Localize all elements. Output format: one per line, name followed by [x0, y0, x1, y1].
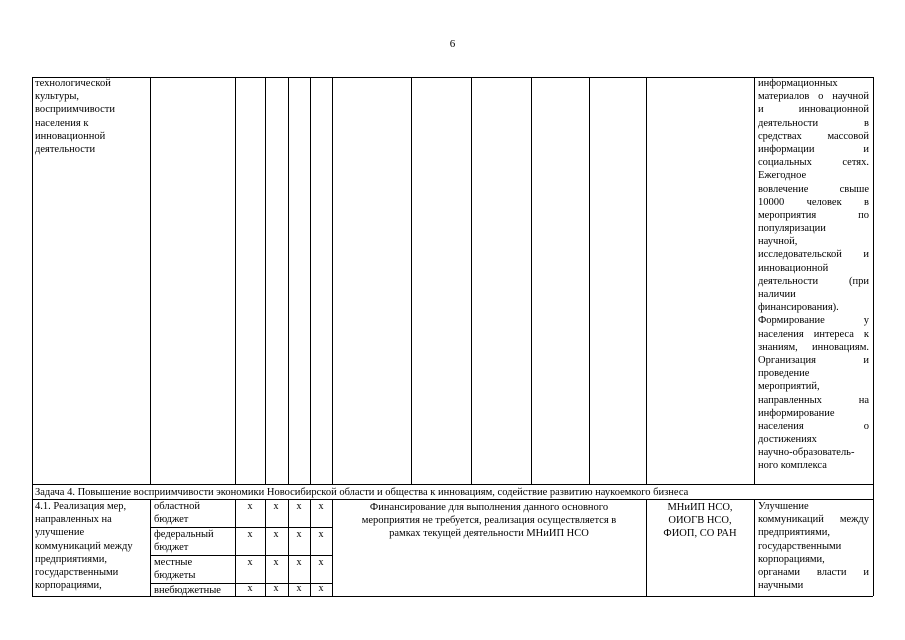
col-line-6	[332, 77, 333, 484]
top-right-line: информирование	[758, 407, 835, 419]
funding-source-line: бюджеты	[154, 570, 196, 582]
cell-x-mark: х	[296, 583, 302, 594]
col-line-3	[265, 77, 266, 484]
top-right-line: информационных	[758, 78, 838, 89]
cell-x-mark: х	[273, 501, 279, 512]
col-line-8	[471, 77, 472, 484]
col-line-5	[310, 77, 311, 484]
top-right-line: мероприятия по	[758, 209, 869, 221]
financing-note-line: мероприятия не требуется, реализация осуществляется в	[361, 515, 617, 527]
item-col-line-6	[332, 499, 333, 596]
cell-x-mark: х	[318, 557, 324, 568]
top-left-line: культуры,	[35, 91, 79, 103]
funding-source-line: бюджет	[154, 542, 189, 554]
top-right-line: мероприятий,	[758, 381, 820, 393]
item-title-line: корпорациями,	[35, 580, 102, 592]
funding-source-line: федеральный	[154, 529, 214, 540]
top-right-line: научно-образователь-	[758, 447, 855, 459]
col-line-4	[288, 77, 289, 484]
table-top-border	[32, 77, 873, 78]
cell-x-mark: х	[296, 501, 302, 512]
executors-line: ОИОГВ НСО,	[668, 515, 732, 527]
col-line-13	[873, 77, 874, 596]
col-line-11	[646, 77, 647, 484]
top-right-line: Ежегодное	[758, 170, 807, 182]
top-right-line: материалов о научной	[758, 91, 869, 103]
top-right-line: информации и	[758, 143, 869, 155]
top-right-line: Формирование у	[758, 315, 869, 327]
top-right-line: популяризации	[758, 223, 826, 235]
item-col-line-4	[288, 499, 289, 596]
cell-x-mark: х	[247, 583, 253, 594]
funding-source-line: областной	[154, 501, 200, 512]
funding-source-line: бюджет	[154, 514, 189, 526]
task-header: Задача 4. Повышение восприимчивости экономики Новосибирской области и общества к инновациям, содействие развитию наукоемкого бизнеса	[35, 487, 689, 498]
item-title-line: направленных на	[35, 514, 112, 526]
col-line-12	[754, 77, 755, 484]
col-line-10	[589, 77, 590, 484]
executors-line: МНиИП НСО,	[667, 502, 733, 513]
top-right-line: и инновационной	[758, 104, 869, 116]
cell-x-mark: х	[296, 529, 302, 540]
item-result-line: предприятиями,	[758, 527, 830, 539]
top-right-line: проведение	[758, 368, 810, 380]
funding-source-regional	[154, 500, 234, 526]
top-right-line: научной,	[758, 236, 798, 248]
top-right-line: исследовательской и	[758, 249, 869, 261]
funding-source-local	[154, 556, 234, 582]
funding-source-line: внебюджетные	[154, 585, 221, 596]
cell-x-mark: х	[247, 501, 253, 512]
top-left-line: технологической	[35, 78, 111, 89]
item-result-line: государственными	[758, 540, 842, 552]
top-right-line: Организация и	[758, 354, 869, 366]
item-title-line: улучшение	[35, 527, 85, 539]
item-result-line: коммуникаций между	[758, 514, 869, 526]
funding-source-federal	[154, 528, 234, 554]
top-right-line: деятельности в	[758, 117, 869, 129]
financing-note	[334, 501, 644, 541]
item-result-line: органами власти и	[758, 566, 869, 578]
top-right-cell	[758, 77, 869, 473]
item-title-line: предприятиями,	[35, 553, 107, 565]
col-line-2	[235, 77, 236, 484]
top-right-line: деятельности (при	[758, 275, 869, 287]
cell-x-mark: х	[247, 557, 253, 568]
item-result-line: научными	[758, 580, 804, 592]
col-line-1	[150, 77, 151, 484]
top-right-line: направленных на	[758, 394, 869, 406]
executors-line: ФИОП, СО РАН	[663, 528, 737, 540]
item-title-line: государственными	[35, 567, 119, 579]
top-right-line: вовлечение свыше	[758, 183, 869, 195]
cell-x-mark: х	[273, 529, 279, 540]
top-left-line: населения к	[35, 117, 89, 129]
funding-source-extrabudgetary	[154, 584, 234, 597]
cell-x-mark: х	[318, 583, 324, 594]
item-title-cell	[35, 500, 149, 592]
item-result-cell	[758, 500, 869, 592]
cell-x-mark: х	[247, 529, 253, 540]
top-left-cell	[35, 77, 147, 156]
financing-note-line: Финансирование для выполнения данного основного	[369, 502, 609, 513]
top-left-line: деятельности	[35, 144, 96, 156]
item-title-line: коммуникаций между	[35, 540, 133, 552]
item-title-line: 4.1. Реализация мер,	[35, 501, 127, 512]
item-col-line-2	[235, 499, 236, 596]
col-line-9	[531, 77, 532, 484]
page-number: 6	[449, 38, 456, 50]
cell-x-mark: х	[296, 557, 302, 568]
task-header-top-border	[32, 484, 873, 485]
top-right-line: знаниям, инновациям.	[758, 341, 869, 353]
funding-source-line: местные	[154, 557, 193, 568]
top-right-line: населения о	[758, 420, 869, 432]
item-col-line-3	[265, 499, 266, 596]
top-right-line: социальных сетях.	[758, 157, 869, 169]
top-right-line: наличии	[758, 289, 796, 300]
top-right-line: средствах массовой	[758, 130, 869, 142]
top-right-line: финансирования).	[758, 302, 839, 314]
top-right-line: населения интереса к	[758, 328, 869, 340]
top-right-line: достижениях	[758, 434, 817, 446]
cell-x-mark: х	[273, 583, 279, 594]
executors-cell	[648, 501, 752, 541]
top-right-line: инновационной	[758, 262, 829, 274]
item-col-line-7	[646, 499, 647, 596]
item-col-line-1	[150, 499, 151, 596]
col-line-0	[32, 77, 33, 596]
financing-note-line: рамках текущей деятельности МНиИП НСО	[389, 528, 589, 540]
item-result-line: Улучшение	[758, 501, 809, 512]
item-col-line-8	[754, 499, 755, 596]
cell-x-mark: х	[273, 557, 279, 568]
cell-x-mark: х	[318, 501, 324, 512]
item-result-line: корпорациями,	[758, 553, 825, 565]
col-line-7	[411, 77, 412, 484]
top-right-line: ного комплекса	[758, 460, 827, 472]
item-col-line-5	[310, 499, 311, 596]
top-right-line: 10000 человек в	[758, 196, 869, 208]
top-left-line: инновационной	[35, 130, 106, 142]
top-left-line: восприимчивости	[35, 104, 115, 116]
cell-x-mark: х	[318, 529, 324, 540]
